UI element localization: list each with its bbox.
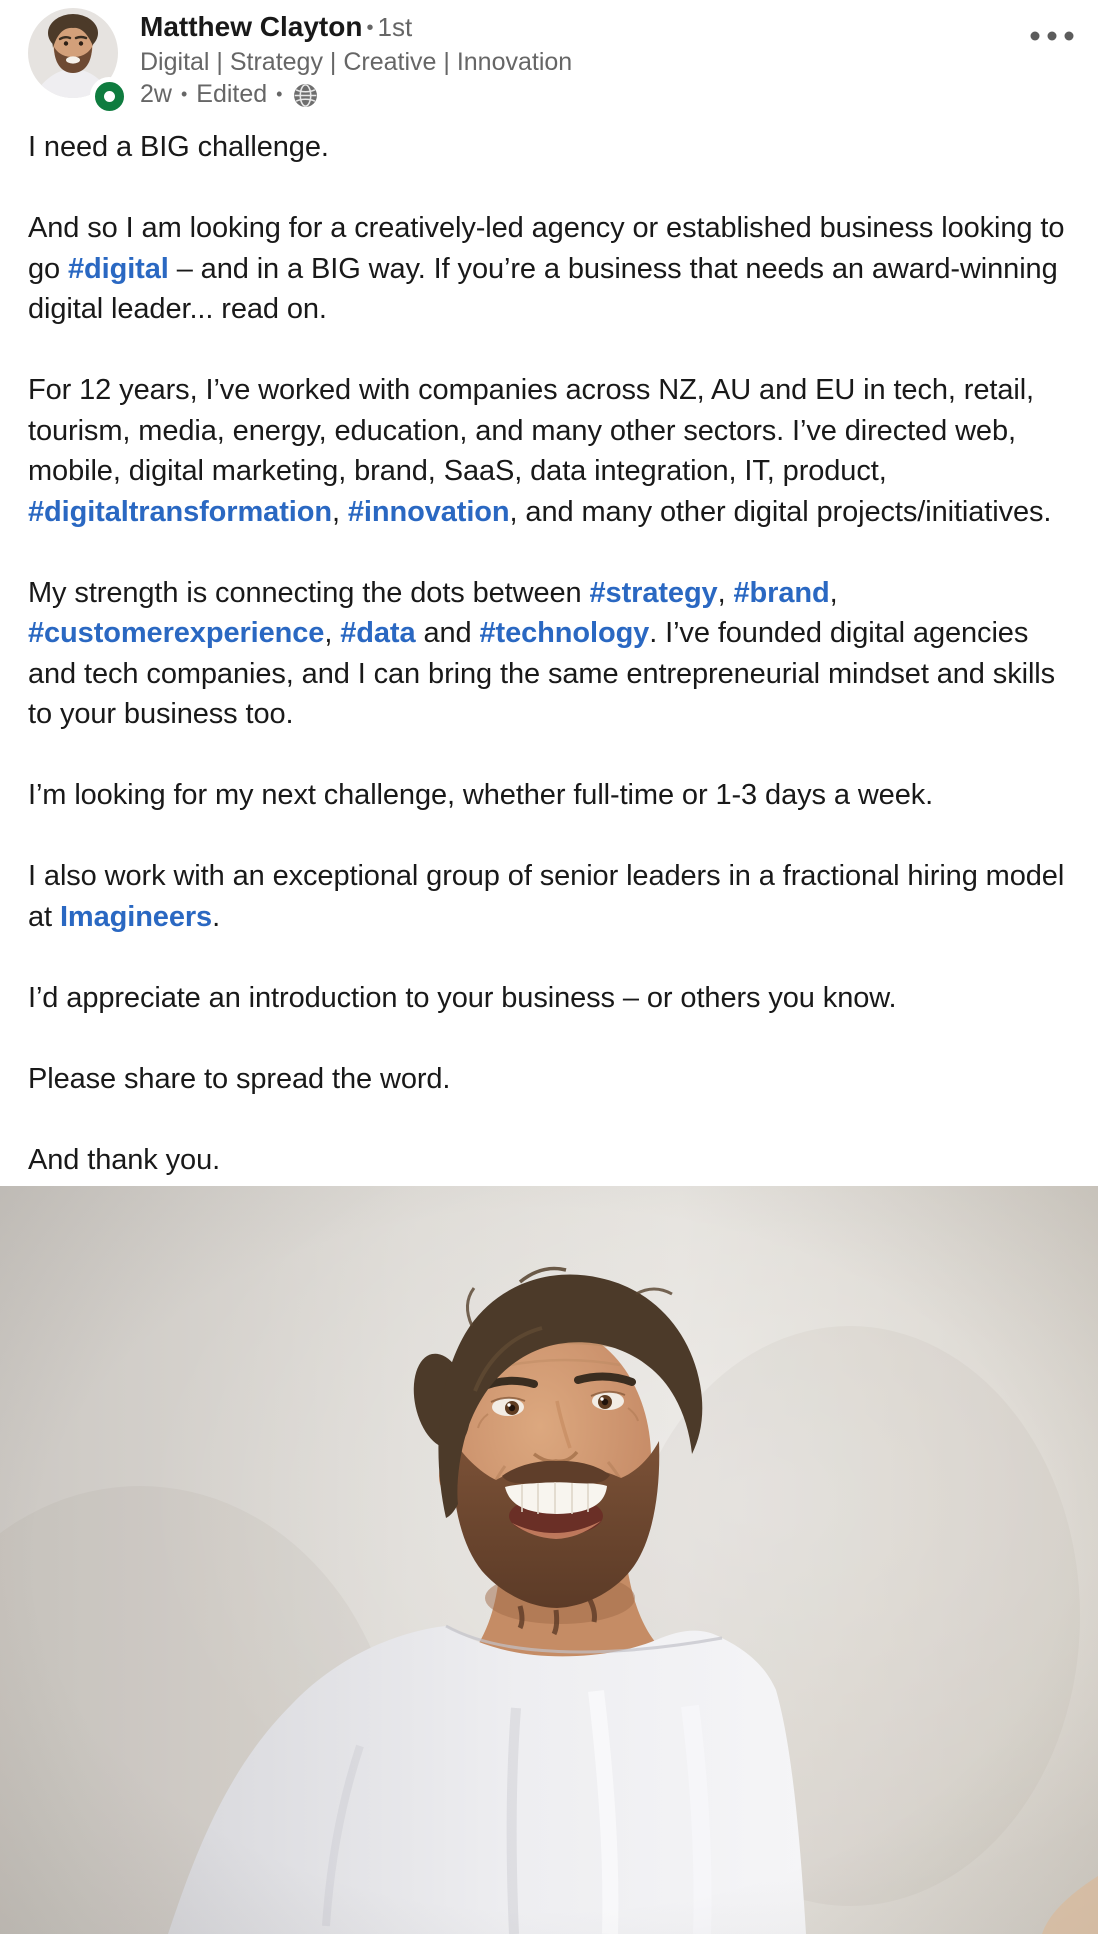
post-paragraph [28,856,1074,937]
meta-separator: • [276,84,283,104]
overflow-menu-button[interactable] [1014,16,1074,56]
globe-icon [293,83,318,108]
post-paragraph [28,208,1074,330]
online-status-badge [90,77,128,115]
post-text-segment: I need a BIG challenge. [28,131,329,163]
post-text-segment: And thank you. [28,1143,221,1176]
post-paragraph [28,1140,1074,1181]
post-text-segment: . I’ve founded digital agencies and tech companies, and I can bring the same entrepreneurial mindset and skills to your business too. [28,617,1056,730]
post-text-segment: And so I am looking for a creatively-led agency or established business looking to go [28,212,1065,285]
post-text-segment: . [212,900,221,933]
post-paragraph [28,370,1074,532]
post-text-segment: , [829,576,838,609]
hashtag-brand[interactable]: #brand [733,576,830,609]
post-text-segment: – and in a BIG way. If you’re a business that needs an award-winning digital leader... read on. [28,252,1058,325]
post-text-segment: and [415,617,480,649]
post-text-segment: I’d appreciate an introduction to your business – or others you know. [28,981,897,1014]
hashtag-digital[interactable]: #digital [68,252,169,285]
avatar[interactable] [28,8,118,98]
three-dots-menu-icon [1030,30,1074,42]
post-text-segment: , and many other digital projects/initiatives. [509,495,1052,528]
post-paragraph [28,775,1074,816]
post-text-segment: I also work with an exceptional group of senior leaders in a fractional hiring model at [28,860,1065,933]
portrait-photo-illustration [0,1186,1098,1934]
meta-separator: • [180,84,188,104]
edited-label: Edited [196,80,268,108]
hashtag-technology[interactable]: #technology [479,617,650,649]
post-meta [140,79,572,109]
post-text-segment: For 12 years, I’ve worked with companies across NZ, AU and EU in tech, retail, tourism, media, energy, education, and many other sectors. I’ve directed web, mobile, digital marketing, brand, SaaS, data integration, IT, product, [28,374,1034,487]
post-text-segment: , [324,617,341,649]
hashtag-customerexperience[interactable]: #customerexperience [28,617,325,649]
post-text-segment: I’m looking for my next challenge, whether full-time or 1-3 days a week. [28,779,934,811]
post-text-segment: , [717,576,734,609]
post-paragraph [28,1059,1074,1100]
hashtag-data[interactable]: #data [340,617,416,649]
post-text-segment: , [331,495,348,528]
green-ring-icon [95,82,124,111]
hashtag-digitaltransformation[interactable]: #digitaltransformation [28,495,332,528]
post-text [28,127,1074,1180]
hashtag-innovation[interactable]: #innovation [347,495,510,528]
post-text-segment: Please share to spread the word. [28,1062,451,1095]
post-paragraph [28,573,1074,735]
degree-separator: • [366,17,374,39]
imagineers-link[interactable]: Imagineers [59,900,213,933]
post-age: 2w [140,80,172,108]
hashtag-strategy[interactable]: #strategy [589,576,718,609]
author-headline: Digital | Strategy | Creative | Innovation [140,48,573,76]
post-paragraph [28,978,1074,1019]
connection-degree: • 1st [362,12,412,42]
post-text-segment: My strength is connecting the dots between [28,576,590,609]
post-paragraph [28,127,1074,168]
author-name[interactable]: Matthew Clayton [140,11,363,42]
author-block [140,10,572,109]
post-photo[interactable] [0,1186,1098,1934]
